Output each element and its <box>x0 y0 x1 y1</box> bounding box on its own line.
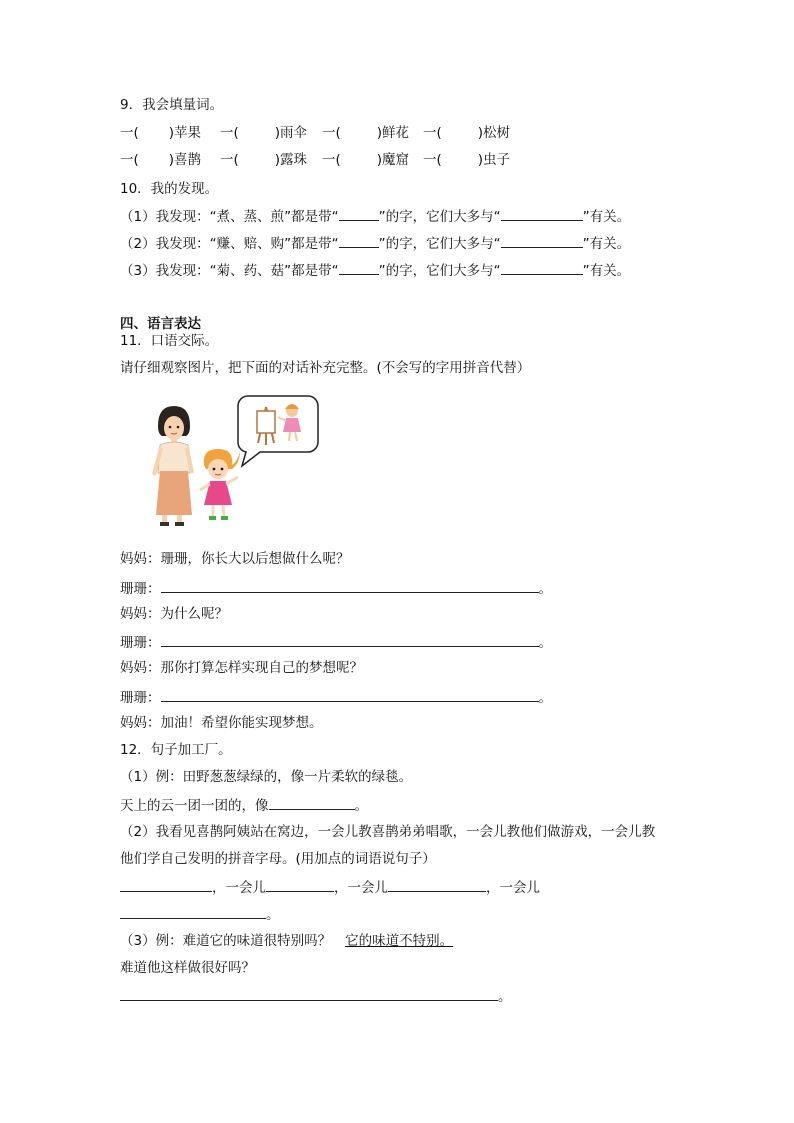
dialog-line-2: 妈妈：为什么呢？ <box>120 606 228 622</box>
dialog-answer-3: 珊珊： 。 <box>120 687 552 707</box>
measure-blank-5[interactable]: 一( )喜鹊 <box>120 152 202 168</box>
rewrite-blank[interactable] <box>120 986 498 1001</box>
meaning-blank[interactable] <box>501 233 583 248</box>
radical-blank[interactable] <box>339 260 379 275</box>
measure-blank-6[interactable]: 一( )露珠 <box>220 152 308 168</box>
meaning-blank[interactable] <box>501 260 583 275</box>
section-heading: 四、语言表达 <box>120 316 201 332</box>
q10-item-2: （2）我发现：“赚、赔、购”都是带“ ”的字，它们大多与“ ”有关。 <box>120 233 630 253</box>
q12-p3-example: （3）例：难道它的味道很特别吗？ 它的味道不特别。 <box>120 933 454 949</box>
q9-title: 9．我会填量词。 <box>120 97 224 113</box>
q12-p2-line1: （2）我看见喜鹊阿姨站在窝边，一会儿教喜鹊弟弟唱歌，一会儿教他们做游戏，一会儿教 <box>120 824 656 840</box>
example-answer: 它的味道不特别。 <box>345 933 454 949</box>
q11-instruction: 请仔细观察图片，把下面的对话补充完整。(不会写的字用拼音代替） <box>120 360 531 376</box>
daughter-figure-icon <box>200 449 240 520</box>
dialog-line-4: 妈妈：加油！希望你能实现梦想。 <box>120 715 323 731</box>
simile-blank[interactable] <box>269 795 355 810</box>
meaning-blank[interactable] <box>501 206 583 221</box>
q12-p2-answer-row: ，一会儿 ，一会儿 ，一会儿 <box>120 877 540 897</box>
dialog-answer-1: 珊珊： 。 <box>120 578 552 598</box>
answer-blank[interactable] <box>161 632 539 647</box>
q12-p2-line2: 他们学自己发明的拼音字母。(用加点的词语说句子） <box>120 851 436 867</box>
dialog-answer-2: 珊珊： 。 <box>120 632 552 652</box>
sentence-blank-3[interactable] <box>388 877 486 892</box>
measure-blank-7[interactable]: 一( )魔窟 <box>322 152 410 168</box>
q12-p3-answer: 。 <box>120 986 512 1006</box>
answer-blank[interactable] <box>161 687 539 702</box>
measure-blank-1[interactable]: 一( )苹果 <box>120 125 202 141</box>
measure-blank-8[interactable]: 一( )虫子 <box>423 152 511 168</box>
sentence-blank-2[interactable] <box>266 877 334 892</box>
q10-item-3: （3）我发现：“菊、药、菇”都是带“ ”的字，它们大多与“ ”有关。 <box>120 260 630 280</box>
measure-blank-3[interactable]: 一( )鲜花 <box>322 125 410 141</box>
q12-p3-task: 难道他这样做很好吗？ <box>120 960 255 976</box>
q12-title: 12．句子加工厂。 <box>120 742 232 758</box>
q10-item-1: （1）我发现：“煮、蒸、煎”都是带“ ”的字，它们大多与“ ”有关。 <box>120 206 630 226</box>
sentence-blank-4[interactable] <box>120 904 266 919</box>
answer-blank[interactable] <box>161 578 539 593</box>
measure-blank-2[interactable]: 一( )雨伞 <box>220 125 308 141</box>
sentence-blank-1[interactable] <box>120 877 212 892</box>
q10-title: 10．我的发现。 <box>120 181 219 197</box>
mother-daughter-illustration <box>140 393 325 528</box>
radical-blank[interactable] <box>339 206 379 221</box>
q11-title: 11．口语交际。 <box>120 333 219 349</box>
measure-blank-4[interactable]: 一( )松树 <box>423 125 511 141</box>
mother-figure-icon <box>154 406 192 526</box>
dialog-line-3: 妈妈：那你打算怎样实现自己的梦想呢？ <box>120 660 363 676</box>
q12-p1-task: 天上的云一团一团的，像 。 <box>120 795 368 815</box>
q12-p2-answer-row-2: 。 <box>120 904 280 924</box>
q12-p1-example: （1）例：田野葱葱绿绿的，像一片柔软的绿毯。 <box>120 769 413 785</box>
dialog-line-1: 妈妈：珊珊，你长大以后想做什么呢？ <box>120 551 350 567</box>
speech-bubble-icon <box>238 396 318 466</box>
radical-blank[interactable] <box>339 233 379 248</box>
